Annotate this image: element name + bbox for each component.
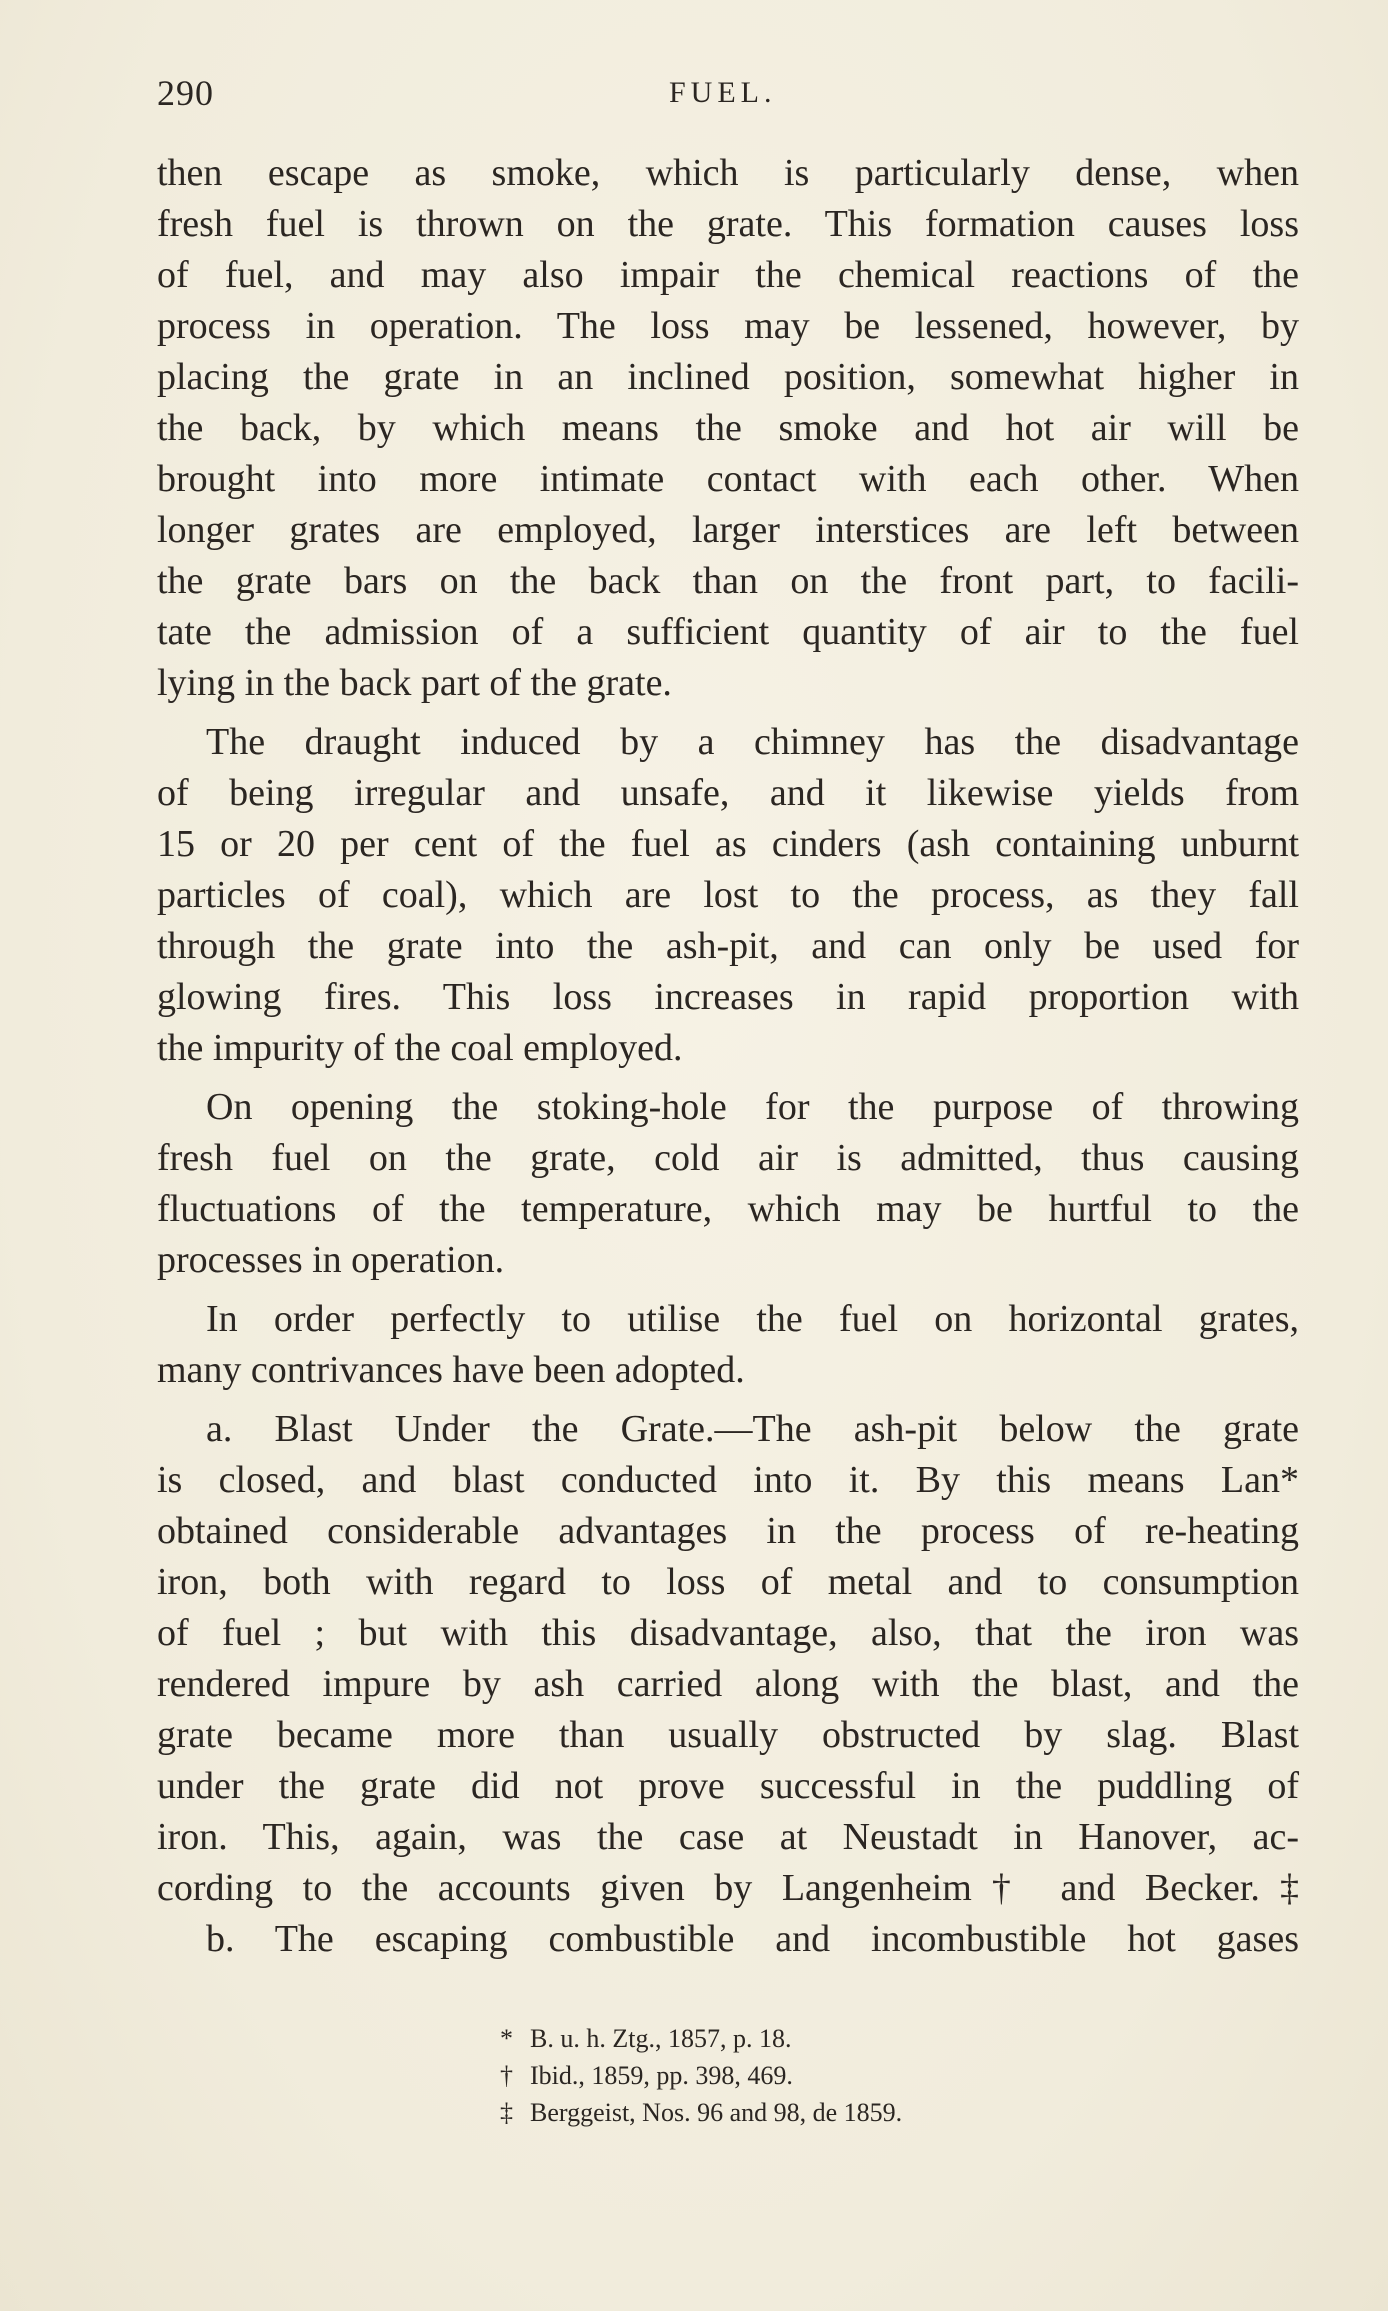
footnote <box>500 2094 1100 2131</box>
footnote-text: Ibid., 1859, pp. 398, 469. <box>530 2061 793 2090</box>
text-line: 15 or 20 per cent of the fuel as cinders (ash containing unburnt <box>157 823 1299 865</box>
text-line: cording to the accounts given by Langenheim† and Becker.‡ <box>157 1867 1299 1909</box>
text-line: process in operation. The loss may be lessened, however, by <box>157 305 1299 347</box>
text-line: iron. This, again, was the case at Neustadt in Hanover, ac- <box>157 1816 1299 1858</box>
paragraph-gap <box>157 709 1299 717</box>
text-line: placing the grate in an inclined position, somewhat higher in <box>157 356 1299 398</box>
page-number: 290 <box>157 73 214 113</box>
footnote-text: Berggeist, Nos. 96 and 98, de 1859. <box>530 2098 903 2127</box>
text-line: tate the admission of a sufficient quantity of air to the fuel <box>157 611 1299 653</box>
text-line: through the grate into the ash-pit, and can only be used for <box>157 925 1299 967</box>
paragraph-gap <box>157 1286 1299 1294</box>
text-line: particles of coal), which are lost to the process, as they fall <box>157 874 1299 916</box>
text-line: b. The escaping combustible and incombustible hot gases <box>206 1918 1299 1960</box>
text-line: the back, by which means the smoke and hot air will be <box>157 407 1299 449</box>
footnote-text: B. u. h. Ztg., 1857, p. 18. <box>530 2024 792 2053</box>
footnote-mark: ‡ <box>500 2098 513 2127</box>
text-line: is closed, and blast conducted into it. By this means Lan* <box>157 1459 1299 1501</box>
text-line: brought into more intimate contact with each other. When <box>157 458 1299 500</box>
text-line: grate became more than usually obstructed by slag. Blast <box>157 1714 1299 1756</box>
paragraph <box>157 1914 1299 1965</box>
text-line: of fuel ; but with this disadvantage, also, that the iron was <box>157 1612 1299 1654</box>
paragraph <box>157 1294 1299 1396</box>
paragraph <box>157 148 1299 709</box>
text-line: lying in the back part of the grate. <box>157 662 672 704</box>
text-line: fresh fuel is thrown on the grate. This formation causes loss <box>157 203 1299 245</box>
body-text <box>157 148 1299 1965</box>
footnotes <box>500 2020 1100 2131</box>
text-line: On opening the stoking-hole for the purpose of throwing <box>206 1086 1299 1128</box>
text-line: longer grates are employed, larger interstices are left between <box>157 509 1299 551</box>
footnote <box>500 2057 1100 2094</box>
text-line: the impurity of the coal employed. <box>157 1027 683 1069</box>
text-line: fresh fuel on the grate, cold air is admitted, thus causing <box>157 1137 1299 1179</box>
text-line: The draught induced by a chimney has the disadvantage <box>206 721 1299 763</box>
running-title: FUEL. <box>669 76 777 109</box>
paragraph-gap <box>157 1074 1299 1082</box>
footnote-mark: † <box>500 2061 513 2090</box>
page-header <box>157 72 1297 122</box>
text-line: of fuel, and may also impair the chemical reactions of the <box>157 254 1299 296</box>
text-line: the grate bars on the back than on the front part, to facili- <box>157 560 1299 602</box>
text-line: obtained considerable advantages in the process of re-heating <box>157 1510 1299 1552</box>
text-line: processes in operation. <box>157 1239 505 1281</box>
footnote-mark: * <box>500 2024 513 2053</box>
text-line: then escape as smoke, which is particularly dense, when <box>157 152 1299 194</box>
paragraph <box>157 1404 1299 1914</box>
paragraph <box>157 717 1299 1074</box>
paragraph <box>157 1082 1299 1286</box>
text-line: of being irregular and unsafe, and it likewise yields from <box>157 772 1299 814</box>
text-line: fluctuations of the temperature, which may be hurtful to the <box>157 1188 1299 1230</box>
text-line: glowing fires. This loss increases in rapid proportion with <box>157 976 1299 1018</box>
text-line: many contrivances have been adopted. <box>157 1349 745 1391</box>
footnote <box>500 2020 1100 2057</box>
text-line: iron, both with regard to loss of metal and to consumption <box>157 1561 1299 1603</box>
text-line: a. Blast Under the Grate.—The ash-pit below the grate <box>206 1408 1299 1450</box>
paragraph-gap <box>157 1396 1299 1404</box>
text-line: In order perfectly to utilise the fuel on horizontal grates, <box>206 1298 1299 1340</box>
text-line: rendered impure by ash carried along with the blast, and the <box>157 1663 1299 1705</box>
text-line: under the grate did not prove successful in the puddling of <box>157 1765 1299 1807</box>
